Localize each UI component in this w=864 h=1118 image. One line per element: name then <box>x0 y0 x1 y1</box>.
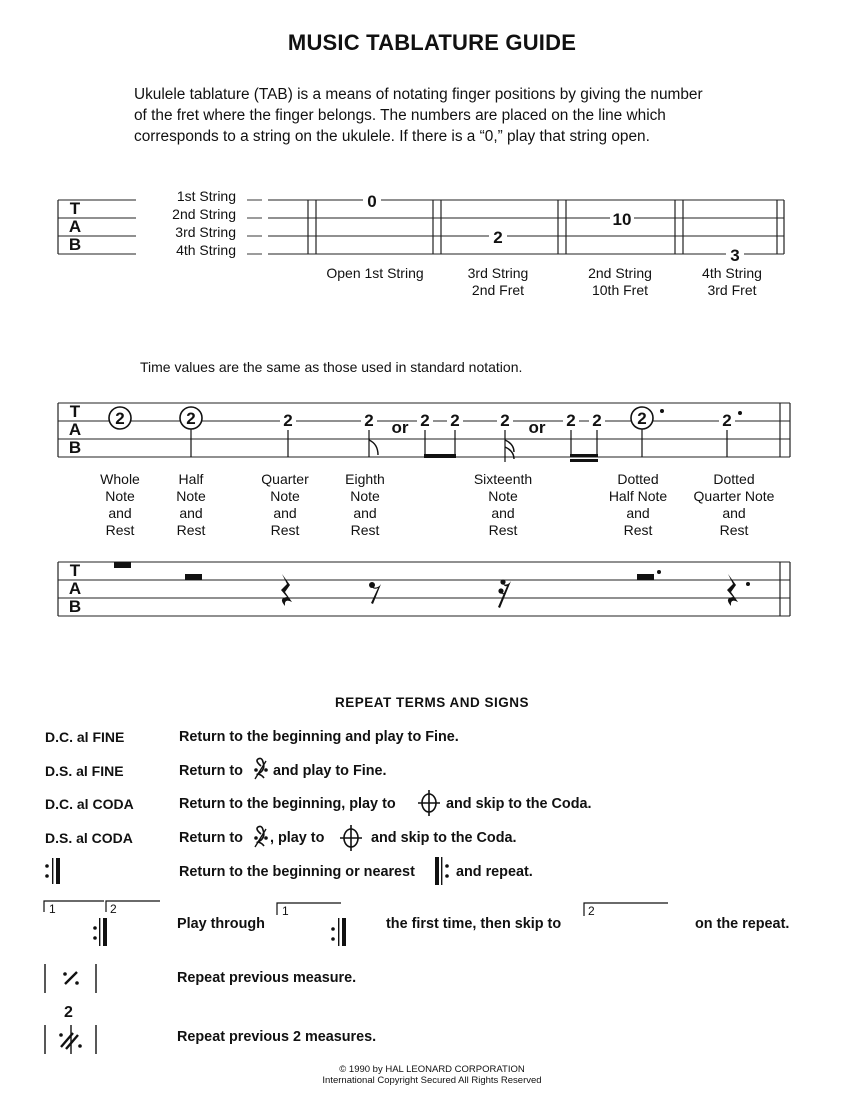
ending-2-label: 2 <box>110 902 117 916</box>
caption-2nd-string: 2nd String 10th Fret <box>588 265 652 298</box>
segno-icon <box>255 758 268 779</box>
term-dc-al-fine: D.C. al FINE <box>45 729 125 745</box>
desc-repeat-a: Return to the beginning or nearest <box>179 864 415 880</box>
desc-endings-c: on the repeat. <box>695 916 790 932</box>
desc-dc-al-coda-b: and skip to the Coda. <box>446 796 592 812</box>
svg-text:A: A <box>68 217 82 236</box>
end-repeat-sign <box>331 918 346 946</box>
desc-ds-al-fine-a: Return to <box>179 763 243 779</box>
coda-icon <box>418 790 440 816</box>
term-ds-al-coda: D.S. al CODA <box>45 830 133 846</box>
inline-ending-2-label: 2 <box>588 904 595 918</box>
desc-repeat-measure: Repeat previous measure. <box>177 970 357 986</box>
or-label: or <box>391 418 409 437</box>
string-label-2: 2nd String <box>172 206 236 222</box>
svg-text:A: A <box>68 420 82 439</box>
svg-text:2: 2 <box>450 411 460 430</box>
desc-endings-a: Play through <box>177 916 265 932</box>
svg-text:B: B <box>68 438 82 457</box>
repeat-measure-sign <box>45 964 96 993</box>
string-label-1: 1st String <box>176 188 236 204</box>
caption-3rd-string: 3rd String 2nd Fret <box>467 265 529 298</box>
caption-sixteenth: Sixteenth Note and Rest <box>473 471 533 538</box>
svg-text:2: 2 <box>115 409 125 428</box>
desc-ds-al-coda-c: and skip to the Coda. <box>371 830 517 846</box>
string-label-4: 4th String <box>176 242 236 258</box>
start-repeat-sign <box>435 857 449 885</box>
fret-number: 0 <box>367 192 377 211</box>
svg-text:2: 2 <box>722 411 732 430</box>
svg-text:2: 2 <box>566 411 576 430</box>
repeat-heading: REPEAT TERMS AND SIGNS <box>334 695 529 710</box>
or-label: or <box>528 418 546 437</box>
fret-number: 3 <box>730 246 740 265</box>
svg-text:2: 2 <box>420 411 430 430</box>
page-title: MUSIC TABLATURE GUIDE <box>287 30 577 55</box>
svg-text:B: B <box>68 597 82 616</box>
caption-half: Half Note and Rest <box>176 471 206 538</box>
inline-ending-1-label: 1 <box>282 904 289 918</box>
desc-endings-b: the first time, then skip to <box>386 916 562 932</box>
end-repeat-sign <box>45 858 60 884</box>
segno-icon <box>255 826 268 847</box>
term-ds-al-fine: D.S. al FINE <box>45 763 124 779</box>
intro-line: of the fret where the finger belongs. The numbers are placed on the line which <box>134 107 666 124</box>
svg-text:2: 2 <box>637 409 647 428</box>
term-dc-al-coda: D.C. al CODA <box>45 796 134 812</box>
caption-dotted-quarter: Dotted Quarter Note and Rest <box>693 471 775 538</box>
svg-text:A: A <box>68 579 82 598</box>
desc-ds-al-coda-b: , play to <box>270 830 325 846</box>
svg-text:T: T <box>69 199 81 218</box>
intro-line: Ukulele tablature (TAB) is a means of notating finger positions by giving the number <box>134 86 703 103</box>
repeat-two-measures-sign <box>45 1025 96 1054</box>
caption-quarter: Quarter Note and Rest <box>261 471 309 538</box>
caption-4th-string: 4th String 3rd Fret <box>702 265 762 298</box>
desc-repeat-b: and repeat. <box>456 864 533 880</box>
svg-text:2: 2 <box>186 409 196 428</box>
fret-number: 2 <box>493 228 503 247</box>
svg-text:T: T <box>69 402 81 421</box>
desc-dc-al-fine: Return to the beginning and play to Fine. <box>179 729 459 745</box>
ending-1-label: 1 <box>49 902 56 916</box>
coda-icon <box>340 825 362 851</box>
svg-text:T: T <box>69 561 81 580</box>
svg-text:B: B <box>68 235 82 254</box>
repeat-count: 2 <box>64 1004 73 1021</box>
caption-open-1st-string: Open 1st String <box>326 265 424 281</box>
time-values-text: Time values are the same as those used in standard notation. <box>140 359 523 375</box>
desc-ds-al-fine-b: and play to Fine. <box>273 763 387 779</box>
ending-brackets <box>44 901 160 912</box>
caption-dotted-half: Dotted Half Note and Rest <box>608 471 668 538</box>
end-repeat-sign <box>93 918 107 946</box>
desc-repeat-two-measures: Repeat previous 2 measures. <box>177 1029 377 1045</box>
svg-text:2: 2 <box>592 411 602 430</box>
copyright: © 1990 by HAL LEONARD CORPORATION International Copyright Secured All Rights Reserved <box>322 1064 542 1086</box>
caption-eighth: Eighth Note and Rest <box>345 471 385 538</box>
svg-text:2: 2 <box>364 411 374 430</box>
string-label-3: 3rd String <box>175 224 236 240</box>
fret-number: 10 <box>612 210 632 229</box>
svg-text:2: 2 <box>283 411 293 430</box>
caption-whole: Whole Note and Rest <box>100 471 140 538</box>
intro-line: corresponds to a string on the ukulele. If there is a “0,” play that string open. <box>134 128 650 145</box>
desc-ds-al-coda-a: Return to <box>179 830 243 846</box>
svg-text:2: 2 <box>500 411 510 430</box>
desc-dc-al-coda-a: Return to the beginning, play to <box>179 796 396 812</box>
second-ending-bracket <box>584 903 668 916</box>
